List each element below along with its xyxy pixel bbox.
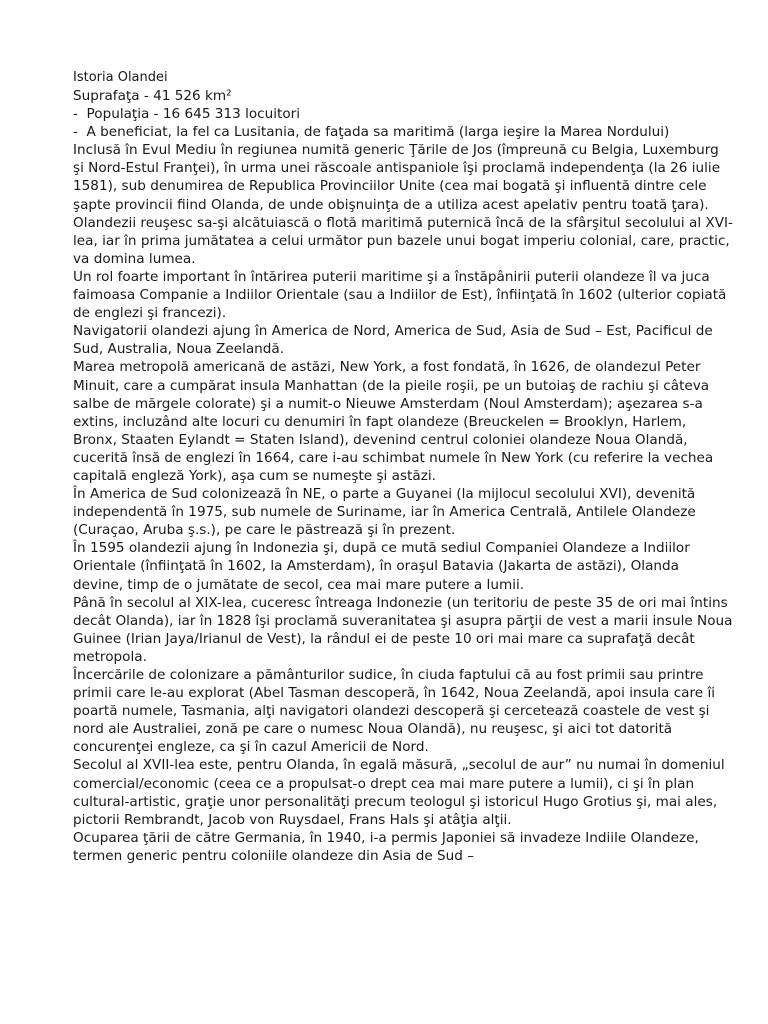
paragraph-golden-age: Secolul al XVII-lea este, pentru Olanda, în egală măsură, „secolul de aur” nu numai în domeniul comercial/economic (ceea ce a propulsat-o drept cea mai mare putere a lumii), ci şi în plan cultural-artistic, graţie unor personalităţi precum teologul şi istoricul Hugo Grotius şi, mai ales, pictorii Rembrandt, Jacob von Ruysdael, Frans Hals şi atâţia alţii. (73, 757, 734, 828)
paragraph-southern-lands: Încercările de colonizare a pământurilor sudice, în ciuda faptului că au fost primii sau printre primii care le-au explorat (Abel Tasman descoperă, în 1642, Noua Zeelandă, apoi insula care îi poartă numele, Tasmania, alţi navigatori olandezi descoperă şi cercetează coastele de vest şi nord ale Australiei, zonă pe care o numesc Noua Olandă), nu reuşesc, şi aici tot datorită concurenţei engleze, ca şi în cazul Americii de Nord. (73, 667, 720, 756)
document-title: Istoria Olandei (73, 70, 168, 85)
paragraph-maritime-facade: - A beneficiat, la fel ca Lusitania, de faţada sa maritimă (larga ieşire la Marea Nordului) (73, 124, 670, 141)
document-page (73, 70, 737, 865)
paragraph-nineteenth-century: Până în secolul al XIX-lea, cuceresc întreaga Indonezie (un teritoriu de peste 35 de ori mai întins decât Olanda), iar în 1828 îşi proclamă suveranitatea şi asupra părţii de vest a marii insule Noua Guinee (Irian Jaya/Irianul de Vest), la rândul ei de peste 10 ori mai mare ca suprafaţă decât metropola. (73, 594, 737, 665)
paragraph-independence: Inclusă în Evul Mediu în regiunea numită generic Ţările de Jos (împreună cu Belgia, Luxemburg şi Nord-Estul Franţei), în urma unei răscoale antispaniole îşi proclamă independenţa (la 26 iulie 1581), sub denumirea de Republica Provinciilor Unite (cea mai bogată şi influentă dintre cele şapte provincii fiind Olanda, de unde obişnuinţa de a utiliza acest apelativ pentru toată ţara). (73, 142, 725, 213)
paragraph-fleet: Olandezii reuşesc sa-şi alcătuiască o flotă maritimă puternică încă de la sfârşitul secolului al XVI-lea, iar în prima jumătatea a celui următor pun bazele unui bogat imperiu colonial, care, practic, va domina lumea. (73, 214, 735, 267)
paragraph-area: Suprafaţa - 41 526 km² (73, 88, 232, 104)
paragraph-east-india-company: Un rol foarte important în întărirea puterii maritime şi a înstăpânirii puterii olandeze îl va juca faimoasa Companie a Indiilor Orientale (sau a Indiilor de Est), înfiinţată în 1602 (ulterior copiată de englezi şi francezi). (73, 268, 731, 322)
paragraph-south-america: În America de Sud colonizează în NE, o parte a Guyanei (la mijlocul secolului XVI), devenită independentă în 1975, sub numele de Suriname, iar în America Centrală, Antilele Olandeze (Curaçao, Aruba ş.s.), pe care le păstrează şi în prezent. (73, 486, 701, 539)
paragraph-indonesia: În 1595 olandezii ajung în Indonezia şi, după ce mută sediul Companiei Olandeze a Indiilor Orientale (înfiinţată în 1602, la Amsterdam), în oraşul Batavia (Jakarta de astăzi), Olanda devine, timp de o jumătate de secol, cea mai mare putere a lumii. (73, 540, 695, 593)
document-body (73, 87, 737, 865)
paragraph-population: - Populaţia - 16 645 313 locuitori (73, 106, 301, 123)
paragraph-occupation: Ocuparea ţării de către Germania, în 1940, i-a permis Japoniei să invadeze Indiile Olandeze, termen generic pentru coloniile olandeze din Asia de Sud – (73, 829, 704, 864)
paragraph-new-york: Marea metropolă americană de astăzi, New York, a fost fondată, în 1626, de olandezul Peter Minuit, care a cumpărat insula Manhattan (de la pieile roşii, pe un butoiaş de rachiu şi câteva salbe de mărgele colorate) şi a numit-o Nieuwe Amsterdam (Noul Amsterdam); aşezarea s-a extins, incluzând alte locuri cu denumiri în fapt olandeze (Breuckelen = Brooklyn, Harlem, Bronx, Staaten Eylandt = Staten Island), devenind centrul coloniei olandeze Noua Olandă, cucerită însă de englezi în 1664, care i-au schimbat numele în New York (cu referire la vechea capitală engleză York), aşa cum se numeşte şi astăzi. (73, 359, 718, 484)
paragraph-navigators: Navigatorii olandezi ajung în America de Nord, America de Sud, Asia de Sud – Est, Pacificul de Sud, Australia, Noua Zeelandă. (73, 323, 718, 358)
